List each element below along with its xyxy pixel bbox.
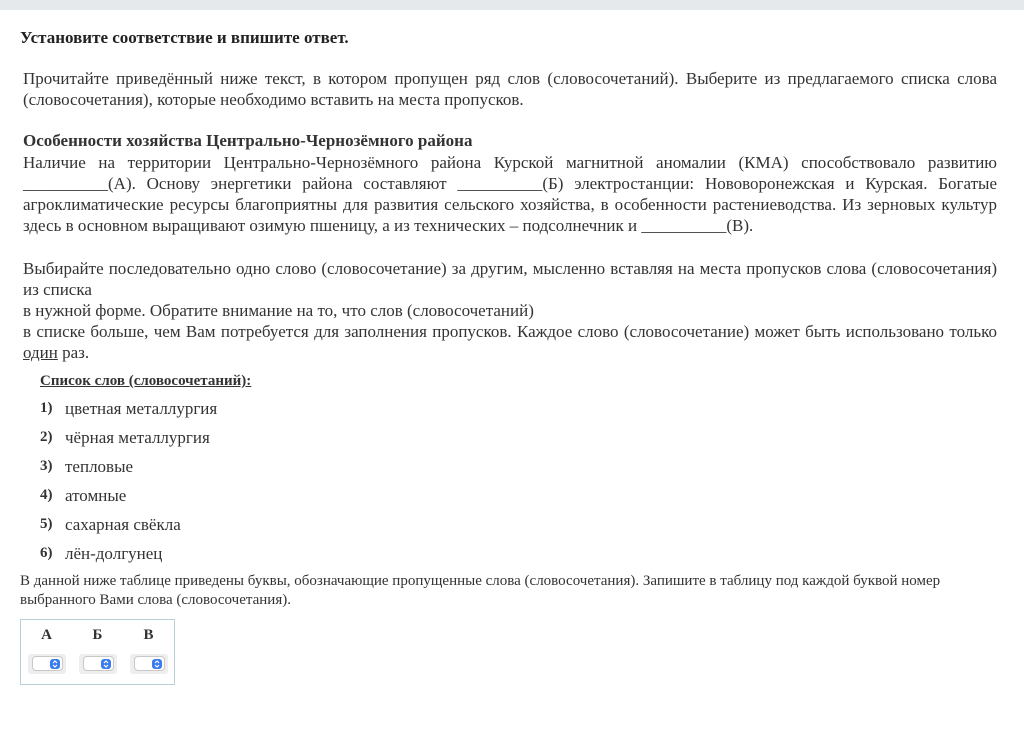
answer-select-c-box[interactable]	[134, 656, 165, 671]
answer-header-b: Б	[92, 626, 103, 643]
task-title: Установите соответствие и впишите ответ.	[20, 28, 349, 47]
list-item	[40, 456, 217, 485]
word-list	[40, 398, 217, 572]
instruction-line-1: Выбирайте последовательно одно слово (словосочетание) за другим, мысленно вставляя на места пропусков слова (словосочетания) из списка	[23, 259, 997, 299]
answer-header-c: В	[143, 626, 154, 643]
list-item-text: цветная металлургия	[65, 399, 218, 418]
list-item-text: сахарная свёкла	[65, 515, 181, 534]
answer-select-a-box[interactable]	[32, 656, 63, 671]
list-item-number: 4)	[40, 487, 53, 503]
list-item-number: 6)	[40, 545, 53, 561]
list-item	[40, 427, 217, 456]
answer-cell-c	[123, 650, 175, 685]
list-item-number: 2)	[40, 429, 53, 445]
select-arrows-icon	[101, 659, 111, 669]
list-item-number: 1)	[40, 400, 53, 416]
instruction-underlined-word: один	[23, 343, 58, 362]
text-heading: Особенности хозяйства Центрально-Чернозёмного района	[23, 131, 473, 150]
instruction-line-3: в списке больше, чем Вам потребуется для заполнения пропусков. Каждое слово (словосочетание) может быть использовано только	[23, 322, 997, 341]
answer-select-c[interactable]	[130, 654, 168, 674]
answer-table-input-row	[21, 650, 175, 685]
answer-cell-a	[21, 650, 73, 685]
list-item-text: чёрная металлургия	[65, 428, 210, 447]
answer-header-a: А	[41, 626, 52, 643]
answer-cell-b	[72, 650, 123, 685]
top-strip	[0, 0, 1024, 10]
answer-table	[20, 619, 175, 685]
word-list-heading: Список слов (словосочетаний):	[40, 373, 252, 389]
table-note: В данной ниже таблице приведены буквы, обозначающие пропущенные слова (словосочетания). Запишите в таблицу под каждой буквой номер выбранного Вами слова (словосочетания).	[20, 573, 941, 608]
select-arrows-icon	[50, 659, 60, 669]
instruction-line-2: в нужной форме. Обратите внимание на то, что слов (словосочетаний)	[23, 301, 534, 320]
text-body: Наличие на территории Центрально-Чернозёмного района Курской магнитной аномалии (КМА) способствовало развитию __________(А). Основу энергетики района составляют __________(Б) электростанции: Нововоронежская и Курская. Богатые агроклиматические ресурсы благоприятны для развития сельского хозяйства, в особенности растениеводства. Из зерновых культур здесь в основном выращивают озимую пшеницу, а из технических – подсолнечник и __________(В).	[23, 153, 997, 235]
list-item	[40, 485, 217, 514]
instruction-paragraph	[23, 258, 997, 363]
intro-paragraph: Прочитайте приведённый ниже текст, в котором пропущен ряд слов (словосочетаний). Выберите из предлагаемого списка слова (словосочетания), которые необходимо вставить на места пропусков.	[23, 69, 997, 109]
list-item-text: тепловые	[65, 457, 134, 476]
answer-select-b[interactable]	[79, 654, 117, 674]
list-item-text: лён-долгунец	[65, 544, 163, 563]
list-item-number: 3)	[40, 458, 53, 474]
list-item	[40, 398, 217, 427]
list-item	[40, 543, 217, 572]
list-item-number: 5)	[40, 516, 53, 532]
answer-select-b-box[interactable]	[83, 656, 114, 671]
answer-table-header-row	[21, 620, 175, 651]
answer-select-a[interactable]	[28, 654, 66, 674]
select-arrows-icon	[152, 659, 162, 669]
list-item	[40, 514, 217, 543]
list-item-text: атомные	[65, 486, 127, 505]
instruction-end: раз.	[62, 343, 90, 362]
